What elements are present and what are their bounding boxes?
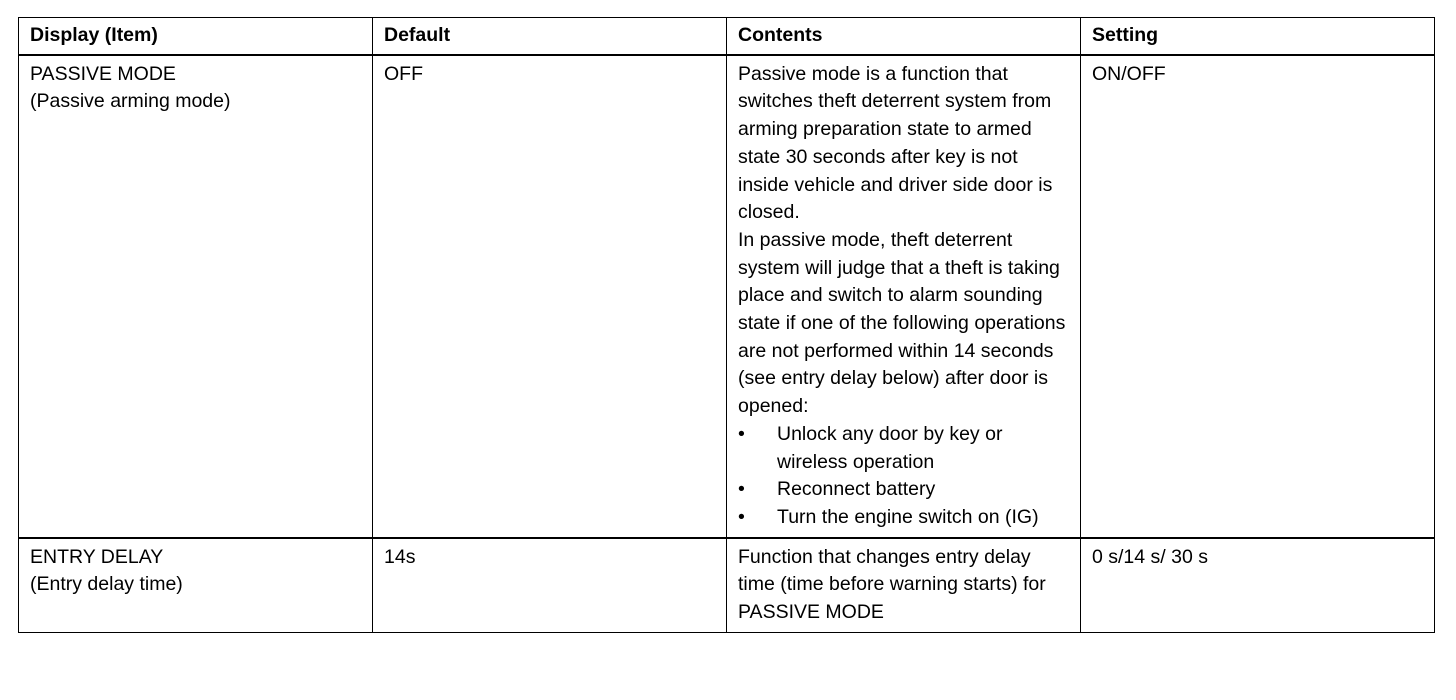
header-contents: Contents: [727, 18, 1081, 55]
item-name: ENTRY DELAY: [30, 545, 164, 568]
bullet-icon: •: [738, 422, 745, 445]
cell-contents-passive-mode: [727, 55, 1081, 538]
cell-contents-entry-delay: Function that changes entry delay time (time before warning starts) for PASSIVE MODE: [727, 538, 1081, 633]
operation-text: Unlock any door by key or wireless operation: [777, 422, 1003, 473]
contents-paragraph-1: Passive mode is a function that switches theft deterrent system from arming preparation state to armed state 30 seconds after key is not inside vehicle and driver side door is closed.: [738, 62, 1053, 224]
settings-table: [18, 17, 1435, 633]
item-description: (Entry delay time): [30, 573, 183, 596]
header-default: Default: [373, 18, 727, 55]
contents-paragraph-2: In passive mode, theft deterrent system will judge that a theft is taking place and switch to alarm sounding state if one of the following operations are not performed within 14 seconds (see entry delay below) after door is opened:: [738, 228, 1066, 418]
cell-setting-passive-mode: ON/OFF: [1081, 55, 1435, 538]
bullet-icon: •: [738, 505, 745, 528]
list-item: [738, 476, 1070, 504]
item-name: PASSIVE MODE: [30, 62, 176, 85]
table-row-entry-delay: [19, 538, 1435, 633]
list-item: [738, 421, 1070, 476]
header-display-item: Display (Item): [19, 18, 373, 55]
item-description: (Passive arming mode): [30, 90, 231, 113]
cell-display-entry-delay: [19, 538, 373, 633]
table-header-row: [19, 18, 1435, 55]
list-item: [738, 504, 1070, 532]
cell-default-entry-delay: 14s: [373, 538, 727, 633]
bullet-icon: •: [738, 478, 745, 501]
cell-setting-entry-delay: 0 s/14 s/ 30 s: [1081, 538, 1435, 633]
header-setting: Setting: [1081, 18, 1435, 55]
operations-list: [738, 421, 1070, 532]
operation-text: Turn the engine switch on (IG): [777, 505, 1039, 528]
cell-display-passive-mode: [19, 55, 373, 538]
table-row-passive-mode: [19, 55, 1435, 538]
cell-default-passive-mode: OFF: [373, 55, 727, 538]
operation-text: Reconnect battery: [777, 478, 936, 501]
